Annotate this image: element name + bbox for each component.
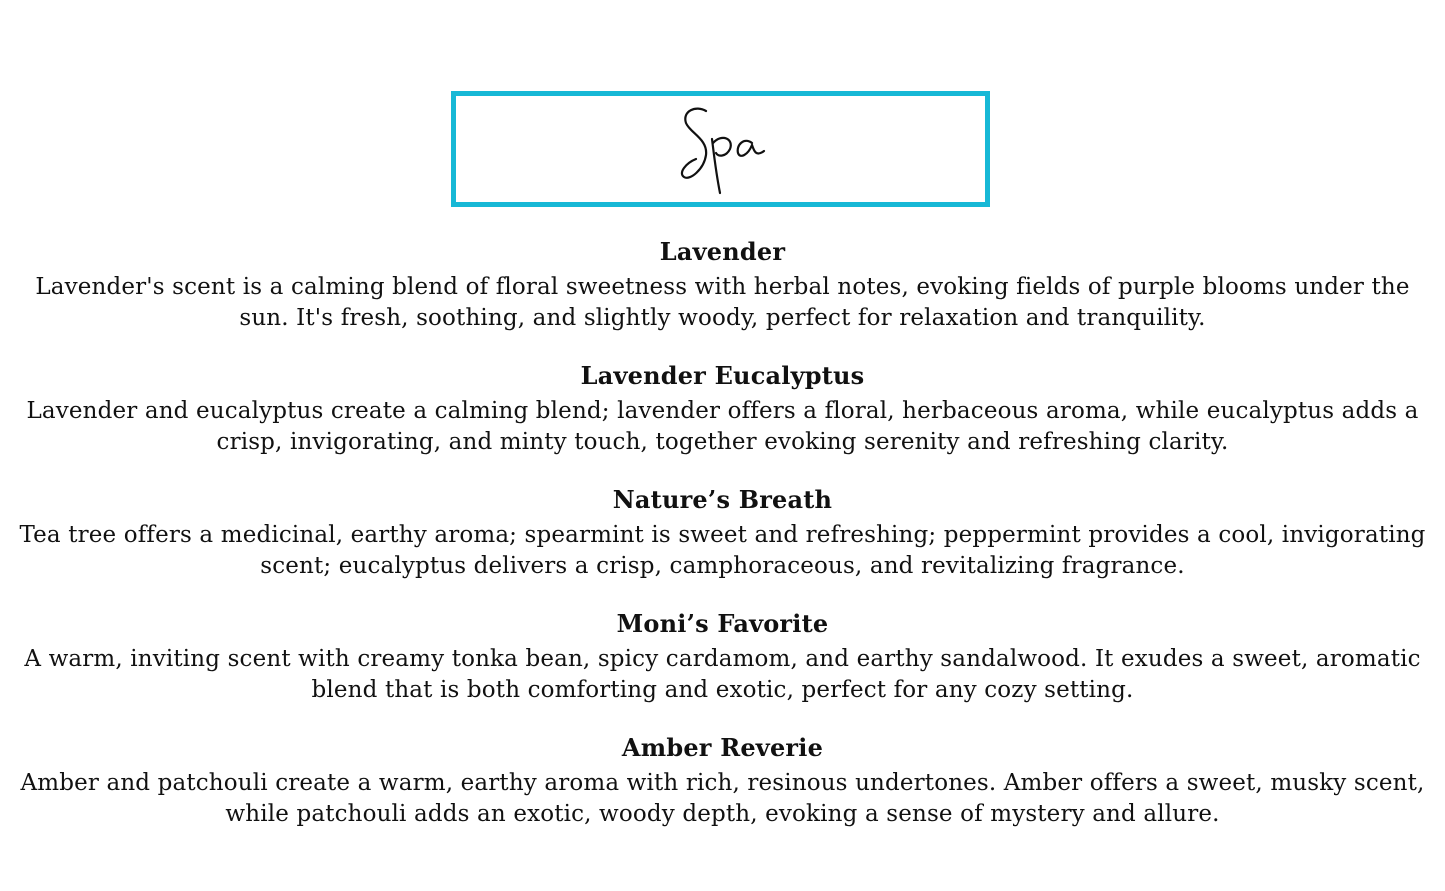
scent-name: Amber Reverie bbox=[621, 733, 824, 762]
scent-description: Tea tree offers a medicinal, earthy aroma; spearmint is sweet and refreshing; peppermint provides a cool, invigorating scent; eucalyptus delivers a crisp, camphoraceous, and revitalizing fragrance. bbox=[19, 522, 1426, 579]
scent-item-monis-favorite bbox=[0, 604, 1445, 706]
scent-description: Lavender and eucalyptus create a calming blend; lavender offers a floral, herbaceous aroma, while eucalyptus adds a crisp, invigorating, and minty touch, together evoking serenity and refreshing clarity. bbox=[26, 398, 1419, 455]
scent-item-amber-reverie bbox=[0, 728, 1445, 830]
scent-name: Lavender bbox=[659, 237, 786, 266]
scent-name: Moni’s Favorite bbox=[616, 609, 829, 638]
scent-name: Nature’s Breath bbox=[612, 485, 833, 514]
scent-item-lavender-eucalyptus bbox=[0, 356, 1445, 458]
scent-list bbox=[0, 232, 1445, 852]
scent-description: Amber and patchouli create a warm, earthy aroma with rich, resinous undertones. Amber offers a sweet, musky scent, while patchouli adds an exotic, woody depth, evoking a sense of mystery and allure. bbox=[20, 770, 1425, 827]
scent-description: Lavender's scent is a calming blend of floral sweetness with herbal notes, evoking fields of purple blooms under the sun. It's fresh, soothing, and slightly woody, perfect for relaxation and tranquility. bbox=[35, 274, 1410, 331]
title-frame bbox=[451, 91, 990, 207]
scent-description: A warm, inviting scent with creamy tonka bean, spicy cardamom, and earthy sandalwood. It exudes a sweet, aromatic blend that is both comforting and exotic, perfect for any cozy setting. bbox=[24, 646, 1421, 703]
scent-name: Lavender Eucalyptus bbox=[580, 361, 865, 390]
spa-script-logo bbox=[666, 99, 776, 199]
scent-item-lavender bbox=[0, 232, 1445, 334]
scent-item-natures-breath bbox=[0, 480, 1445, 582]
